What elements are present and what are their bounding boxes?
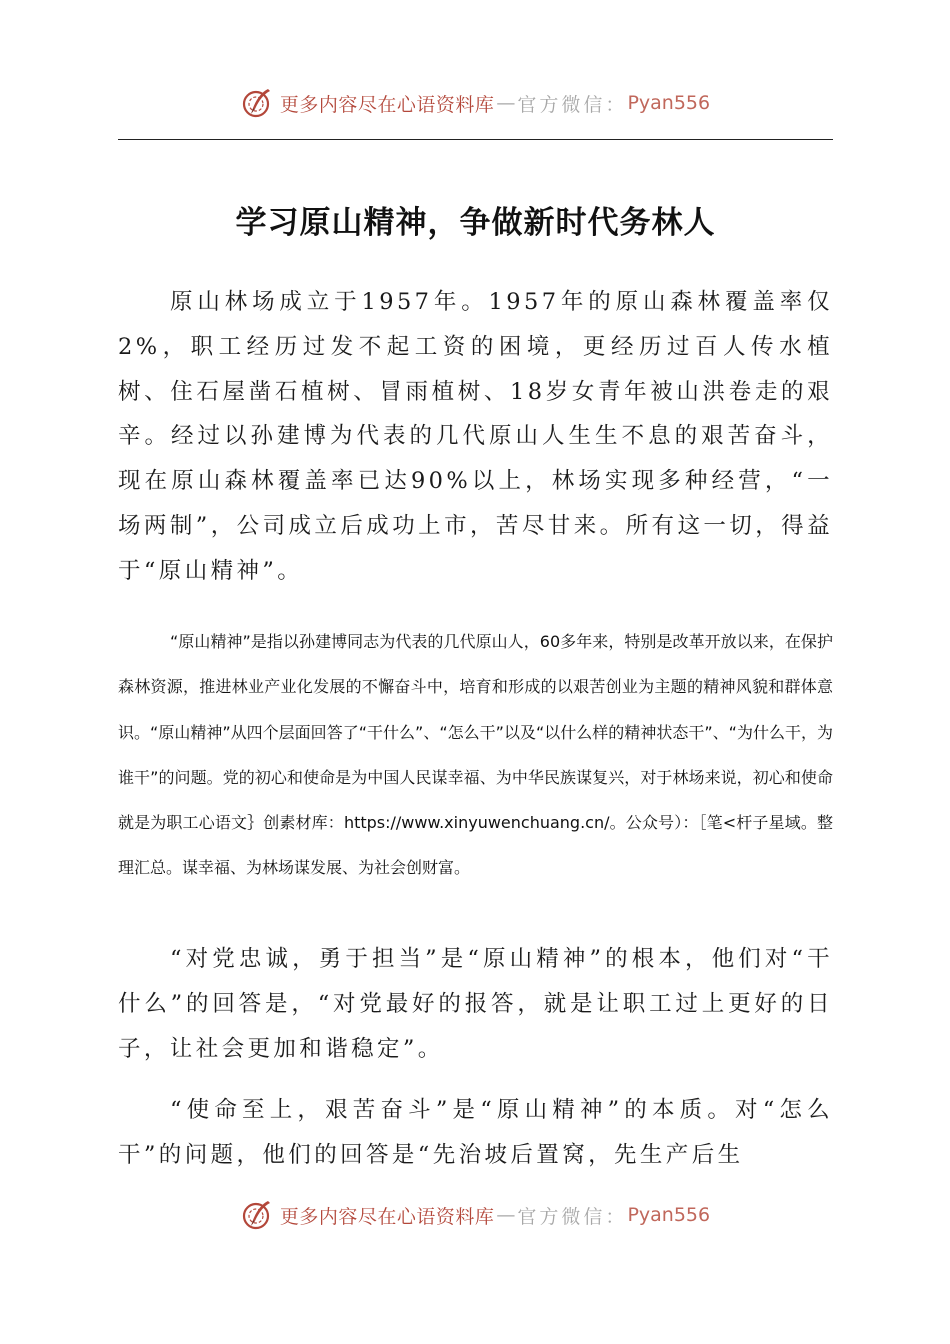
quill-pen-logo-icon (240, 1198, 274, 1232)
banner-main-text: 更多内容尽在心语资料库 (279, 1205, 495, 1228)
quill-pen-logo-icon (240, 86, 274, 120)
banner-dash: — (496, 1204, 516, 1226)
banner-sub-text: 官方微信： (517, 1205, 628, 1228)
paragraph-loyalty: “对党忠诚，勇于担当”是“原山精神”的根本，他们对“干什么”的回答是，“对党最好的报答，就是让职工过上更好的日子，让社会更加和谐稳定”。 (118, 946, 833, 1062)
banner-sub-text: 官方微信： (517, 93, 628, 116)
footer-banner (0, 1195, 950, 1235)
header-divider (118, 139, 833, 140)
banner-dash: — (496, 92, 516, 114)
document-title: 学习原山精神，争做新时代务林人 (235, 205, 716, 241)
paragraph-mission: “使命至上，艰苦奋斗”是“原山精神”的本质。对“怎么干”的问题，他们的回答是“先治坡后置窝，先生产后生 (118, 1097, 833, 1168)
paragraph-history: 原山林场成立于1957年。1957年的原山森林覆盖率仅2%，职工经历过发不起工资的困境，更经历过百人传水植树、住石屋凿石植树、冒雨植树、18岁女青年被山洪卷走的艰辛。经过以孙建博为代表的几代原山人生生不息的艰苦奋斗，现在原山森林覆盖率已达90%以上，林场实现多种经营，“一场两制”，公司成立后成功上市，苦尽甘来。所有这一切，得益于“原山精神”。 (118, 289, 833, 584)
banner-wechat-id: Pyan556 (627, 1204, 711, 1226)
banner-main-text: 更多内容尽在心语资料库 (279, 93, 495, 116)
paragraph-spirit-definition: “原山精神”是指以孙建博同志为代表的几代原山人，60多年来，特别是改革开放以来，在保护森林资源，推进林业产业化发展的不懈奋斗中，培育和形成的以艰苦创业为主题的精神风貌和群体意识。“原山精神”从四个层面回答了“干什么”、“怎么干”以及“以什么样的精神状态干”、“为什么干，为谁干”的问题。党的初心和使命是为中国人民谋幸福、为中华民族谋复兴，对于林场来说，初心和使命就是为职工心语文｝创素材库：https://www.xinyuwenchuang.cn/。公众号）：［笔<杆子星域。整理汇总。谋幸福、为林场谋发展、为社会创财富。 (118, 632, 833, 878)
header-banner (0, 83, 950, 123)
banner-wechat-id: Pyan556 (627, 92, 711, 114)
